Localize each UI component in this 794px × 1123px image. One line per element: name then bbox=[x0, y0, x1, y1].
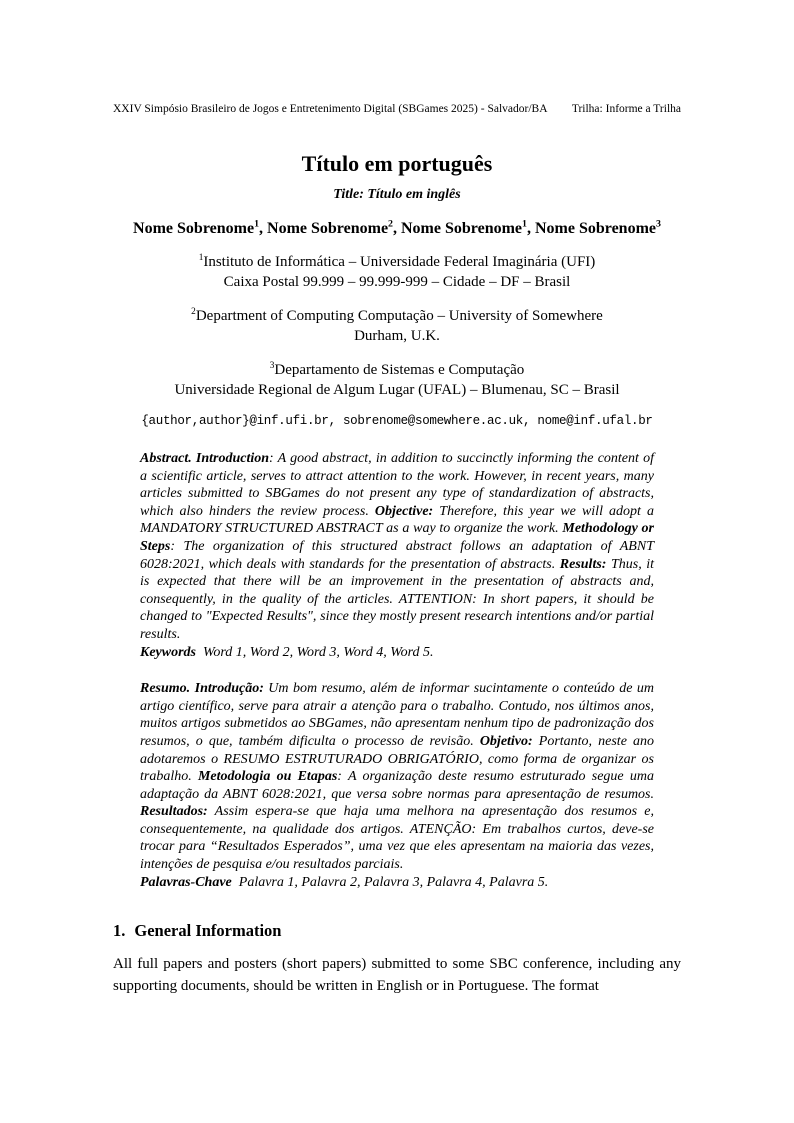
section-number: 1. bbox=[113, 921, 126, 941]
running-header bbox=[113, 103, 681, 115]
paper-title-english: Title: Título em inglês bbox=[333, 187, 461, 202]
palavras-chave-line: Palavras-Chave Palavra 1, Palavra 2, Palavra 3, Palavra 4, Palavra 5. bbox=[140, 874, 549, 890]
section-label: General Information bbox=[134, 921, 282, 941]
track-name: Trilha: Informe a Trilha bbox=[571, 103, 681, 115]
abstract-portuguese-text: Resumo. Introdução: Um bom resumo, além de informar sucintamente o conteúdo de um artigo científico, serve para atrair a atenção para o trabalho. Contudo, nos últimos anos, muitos artigos submetidos ao SBGames, não apresentam nenhum tipo de padronização dos resumos, o que, também dificulta o processo de revisão. Objetivo: Portanto, neste ano adotaremos o RESUMO ESTRUTURADO OBRIGATÓRIO, como forma de organizar os trabalho. Metodologia ou Etapas: A organização deste resumo estruturado segue uma adaptação da ABNT 6028:2021, que versa sobre normas para apresentação de resumos. Resultados: Assim espera-se que haja uma melhora na apresentação dos resumos e, consequentemente, na qualidade dos artigos. ATENÇÃO: Em trabalhos curtos, deve-se trocar para “Resultados Esperados”, uma vez que eles apresentam na maioria das vezes, intenções de pesquisa e/ou resultados parciais. bbox=[140, 681, 654, 873]
paper-title-portuguese: Título em português bbox=[301, 151, 493, 176]
affiliation-2-marker: 2 bbox=[191, 307, 196, 317]
abstract-english bbox=[140, 450, 654, 661]
authors-line: Nome Sobrenome$^1$, Nome Sobrenome$^2$, Nome Sobrenome$^1$, Nome Sobrenome$^3$ bbox=[133, 218, 661, 237]
affiliation-1-line-2: Caixa Postal 99.999 – 99.999-999 – Cidade – DF – Brasil bbox=[223, 273, 571, 290]
body-paragraph: All full papers and posters (short papers) submitted to some SBC conference, including any supporting documents, should be written in English or in Portuguese. The format bbox=[113, 956, 681, 994]
keywords-line: Keywords Word 1, Word 2, Word 3, Word 4, Word 5. bbox=[140, 644, 434, 660]
abstract-english-text: Abstract. Introduction: A good abstract, in addition to succinctly informing the content of a scientific article, serves to attract attention to the work. However, in recent years, many articles submitted to SBGames do not present any type of standardization of abstracts, which also hinders the review process. Objective: Therefore, this year we will adopt a MANDATORY STRUCTURED ABSTRACT as a way to organize the work. Methodology or Steps: The organization of this structured abstract follows an adaptation of ABNT 6028:2021, which deals with standards for the presentation of abstracts. Results: Thus, it is expected that there will be an improvement in the presentation of abstracts and, consequently, in the quality of the articles. ATTENTION: In short papers, it should be changed to "Expected Results", since they mostly present research intentions and/or partial results. bbox=[140, 451, 655, 642]
affiliation-2-institute: Department of Computing Computação – University of Somewhere bbox=[195, 308, 603, 324]
affiliation-3-line-2: Universidade Regional de Algum Lugar (UFAL) – Blumenau, SC – Brasil bbox=[174, 381, 620, 398]
section-heading-general-information bbox=[113, 921, 681, 941]
affiliation-3 bbox=[113, 361, 681, 400]
affiliation-1-line-1 bbox=[113, 253, 681, 273]
affiliation-1 bbox=[113, 253, 681, 292]
affiliation-3-line-1 bbox=[113, 361, 681, 381]
author-emails: {author,author}@inf.ufi.br, sobrenome@somewhere.ac.uk, nome@inf.ufal.br bbox=[141, 414, 653, 428]
affiliation-2 bbox=[113, 307, 681, 346]
affiliation-3-institute: Departamento de Sistemas e Computação bbox=[274, 362, 525, 378]
affiliation-1-marker: 1 bbox=[198, 253, 204, 263]
conference-name: XXIV Simpósio Brasileiro de Jogos e Entretenimento Digital (SBGames 2025) - Salvador/BA bbox=[113, 103, 548, 115]
abstract-portuguese bbox=[140, 680, 654, 891]
affiliation-2-line-2: Durham, U.K. bbox=[354, 327, 440, 344]
affiliation-2-line-1 bbox=[113, 307, 681, 327]
affiliation-3-marker: 3 bbox=[269, 361, 275, 371]
page-content bbox=[113, 0, 681, 997]
affiliation-1-institute: Instituto de Informática – Universidade Federal Imaginária (UFI) bbox=[203, 254, 596, 270]
